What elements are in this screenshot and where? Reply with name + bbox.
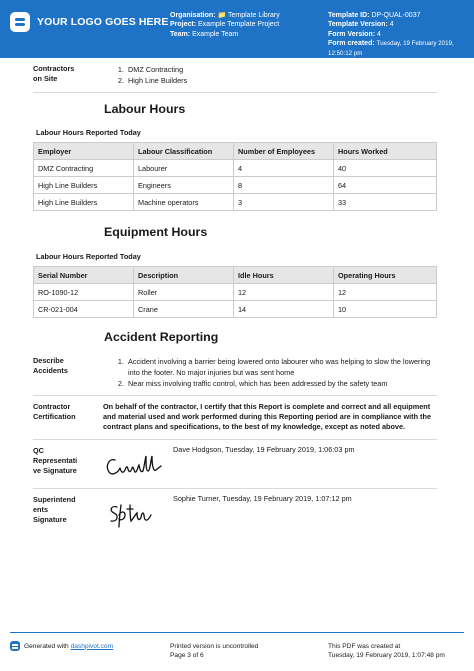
signature-label-line: QC [33,445,44,455]
column-header: Employer [34,143,134,160]
table-row [34,177,437,194]
list-item: 2. Near miss involving traffic control, which has been addressed by the safety team [126,378,433,389]
table-cell: 33 [334,194,437,211]
logo-text: YOUR LOGO GOES HERE [37,16,169,28]
certification-label-line: Contractor [33,402,71,411]
page-number: Page 3 of 6 [170,652,204,659]
table-cell: 12 [234,284,334,301]
divider [33,488,437,489]
team-value: Example Team [192,30,239,38]
project-label: Project: [170,21,197,29]
template-version-value: 4 [389,21,394,29]
labour-hours-table [33,142,437,211]
table-header-row [34,267,437,284]
page-footer [0,632,474,671]
stacked-bars-logo-icon [10,12,30,32]
table-cell: 12 [334,284,437,301]
superintendent-signature-label [33,495,99,526]
certification-field [33,402,439,433]
form-created-label: Form created: [328,40,375,48]
project-value: Example Template Project [198,21,280,29]
accidents-label [33,356,117,389]
dashpivot-logo-icon [10,641,20,651]
table-cell: 3 [234,194,334,211]
report-content [33,64,439,535]
column-header: Idle Hours [234,267,334,284]
footer-generated [10,641,113,651]
table-cell: DMZ Contracting [34,160,134,177]
table-cell: Crane [134,301,234,318]
equipment-hours-table [33,266,437,318]
accidents-label-line: Accidents [33,365,68,375]
table-cell: 10 [334,301,437,318]
accidents-label-line: Describe [33,356,64,365]
contractors-field [33,64,439,86]
org-label: Organisation: [170,12,216,19]
table-cell: 8 [234,177,334,194]
divider [33,439,437,440]
column-header: Serial Number [34,267,134,284]
form-created-time: 12:50:12 pm [328,49,363,57]
list-item: 1. DMZ Contracting [126,64,187,75]
equipment-subhead: Labour Hours Reported Today [36,252,141,261]
table-cell: 40 [334,160,437,177]
footer-print-info [170,642,258,660]
template-id-value: DP-QUAL-0037 [371,12,421,19]
list-item: 1. Accident involving a barrier being lowered onto labourer who was helping to slow the lowering into the footer. No major injuries but was sent home [126,356,433,378]
qc-signature-image [99,446,173,486]
column-header: Number of Employees [234,143,334,160]
table-cell: RO-1090-12 [34,284,134,301]
footer-pdf-info [328,642,445,660]
header-project-info [170,11,280,39]
pdf-created-date: Tuesday, 19 February 2019, 1:07:48 pm [328,652,445,659]
table-row [34,284,437,301]
table-cell: Roller [134,284,234,301]
printed-notice: Printed version is uncontrolled [170,643,259,650]
table-cell: 14 [234,301,334,318]
signature-label-line: Representati [33,455,78,465]
divider [33,92,437,93]
signature-label-line: ve Signature [33,466,77,476]
form-version-value: 4 [377,30,381,38]
contractors-label-line: on Site [33,73,58,83]
contractors-label-line: Contractors [33,64,75,73]
certification-label-line: Certification [33,411,76,421]
table-row [34,194,437,211]
signature-label-line: ents [33,504,49,514]
template-version-label: Template Version: [328,21,388,29]
superintendent-signer-info: Sophie Turner, Tuesday, 19 February 2019, 1:07:12 pm [173,493,352,503]
table-cell: High Line Builders [34,194,134,211]
column-header: Operating Hours [334,267,437,284]
org-value: 📁 Template Library [217,12,280,19]
accidents-list [117,356,433,389]
equipment-hours-title: Equipment Hours [104,225,208,239]
labour-subhead: Labour Hours Reported Today [36,128,141,137]
column-header: Labour Classification [134,143,234,160]
divider [33,395,437,396]
table-cell: CR-021-004 [34,301,134,318]
certification-label [33,402,103,433]
superintendent-signature-field [33,495,439,535]
labour-hours-title: Labour Hours [104,102,186,116]
qc-signer-info: Dave Hodgson, Tuesday, 19 February 2019, 1:06:03 pm [173,444,355,454]
footer-rule [10,632,464,633]
column-header: Description [134,267,234,284]
table-cell: Engineers [134,177,234,194]
dashpivot-link[interactable]: dashpivot.com [70,642,114,650]
contractors-list [117,64,187,86]
page-header [0,0,474,58]
table-cell: Machine operators [134,194,234,211]
contractors-label [33,64,117,86]
generated-prefix: Generated with [24,642,69,650]
certification-text: On behalf of the contractor, I certify that this Report is complete and correct and all equipment and material used and work performed during this Reporting period are in compliance with the contract plans and specifications, to the best of my knowledge, except as noted above. [103,402,432,432]
template-id-label: Template ID: [328,12,370,19]
signature-label-line: Superintend [33,494,76,504]
qc-signature-label [33,446,99,477]
signature-label-line: Signature [33,515,67,525]
superintendent-signature-image [99,495,173,535]
table-cell: 4 [234,160,334,177]
company-logo [10,12,168,32]
list-item: 2. High Line Builders [126,75,187,86]
table-header-row [34,143,437,160]
column-header: Hours Worked [334,143,437,160]
table-cell: 64 [334,177,437,194]
table-cell: High Line Builders [34,177,134,194]
table-row [34,301,437,318]
accident-reporting-title: Accident Reporting [104,330,219,344]
table-cell: Labourer [134,160,234,177]
team-label: Team: [170,30,191,38]
pdf-created-label: This PDF was created at [328,643,401,650]
form-version-label: Form Version: [328,30,376,38]
table-row [34,160,437,177]
accidents-field [33,356,439,389]
header-template-info [328,11,470,58]
qc-signature-field [33,446,439,486]
form-created-value: Tuesday, 19 February 2019, [376,40,454,48]
